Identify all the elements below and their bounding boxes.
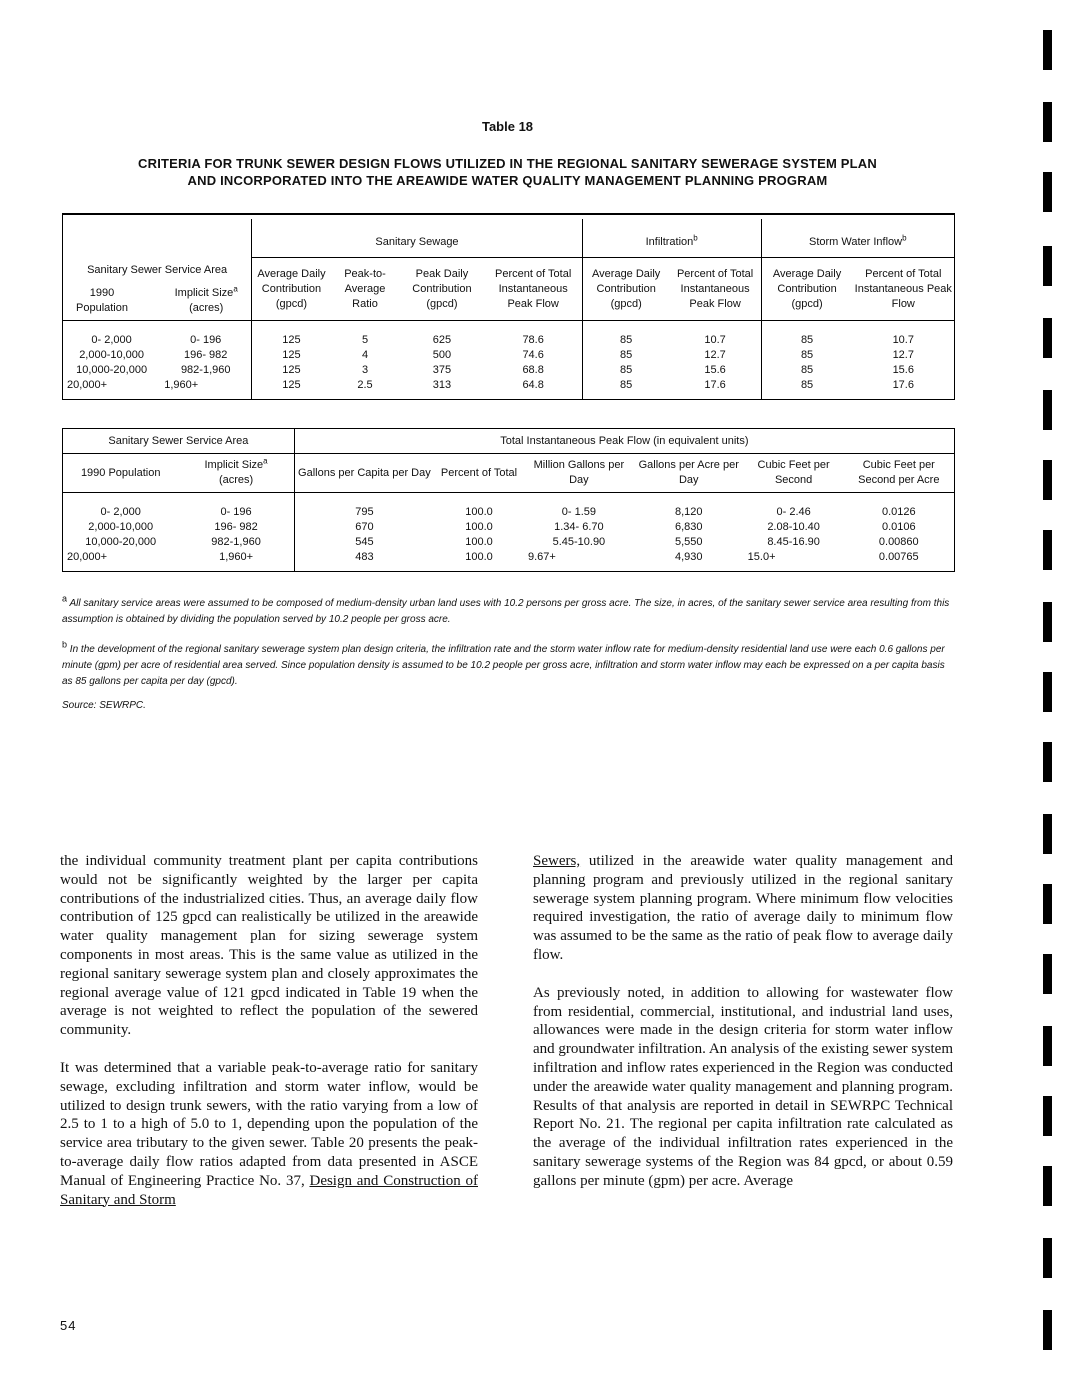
service-area-label: Sanitary Sewer Service Area — [87, 264, 228, 276]
table-row — [63, 363, 955, 378]
implicit-size-unit: (acres) — [189, 302, 224, 314]
sanitary-sewage-group: Sanitary Sewage — [252, 219, 583, 258]
footnote-a-marker: a — [233, 284, 238, 294]
cell: 68.8 — [522, 364, 544, 376]
page-number: 54 — [60, 1318, 77, 1333]
cell: 2,000-10,000 — [88, 521, 154, 533]
cell: 12.7 — [704, 349, 726, 361]
edge-mark — [1043, 742, 1052, 782]
paragraph — [60, 1059, 478, 1209]
population-header: 1990 Population — [63, 454, 179, 493]
table-row — [63, 321, 955, 349]
table-row — [63, 348, 955, 363]
cell: 0- 1.59 — [561, 506, 596, 518]
source-note: Source: SEWRPC. — [62, 700, 146, 711]
cell: 1.34- 6.70 — [554, 521, 604, 533]
cell: 0- 196 — [190, 334, 222, 346]
footnote-b — [62, 639, 955, 690]
cell: 15.6 — [892, 364, 914, 376]
cell: 2.5 — [357, 379, 373, 391]
table-title-line: CRITERIA FOR TRUNK SEWER DESIGN FLOWS UTILIZED IN THE REGIONAL SANITARY SEWERAGE SYSTEM PLAN — [138, 156, 877, 171]
cell: 125 — [252, 348, 331, 363]
implicit-size-label: Implicit Size — [174, 287, 234, 299]
edge-mark — [1043, 172, 1052, 212]
edge-mark — [1043, 390, 1052, 430]
cell: 3 — [361, 364, 369, 376]
table-row — [63, 550, 955, 572]
cell: 85 — [582, 348, 669, 363]
cell: 2.08-10.40 — [767, 521, 820, 533]
cell: 85 — [582, 321, 669, 349]
cell: 795 — [294, 493, 434, 521]
cell: 1,960+ — [219, 551, 254, 563]
paragraph — [533, 852, 953, 965]
cell: 74.6 — [522, 349, 544, 361]
col-percent-total: Percent of Total Instantaneous Peak Flow — [485, 258, 583, 321]
cell: 85 — [582, 378, 669, 400]
cell: 5 — [361, 334, 369, 346]
cell: 10.7 — [704, 334, 726, 346]
footnote-b-marker: b — [62, 639, 68, 650]
col-gallons-acre: Gallons per Acre per Day — [634, 454, 744, 493]
col-storm-avg-daily: Average Daily Contribution (gpcd) — [761, 258, 852, 321]
storm-inflow-group-label: Storm Water Inflow — [809, 235, 903, 248]
cell: 375 — [432, 364, 452, 376]
edge-mark — [1043, 1026, 1052, 1066]
cell: 12.7 — [892, 349, 914, 361]
cell: 625 — [432, 334, 452, 346]
edge-mark — [1043, 672, 1052, 712]
population-header: 1990 Population — [76, 287, 128, 314]
col-inf-avg-daily: Average Daily Contribution (gpcd) — [582, 258, 669, 321]
cell: 982-1,960 — [211, 536, 261, 548]
cell: 670 — [294, 520, 434, 535]
table-row — [63, 535, 955, 550]
cell: 17.6 — [704, 379, 726, 391]
cell: 125 — [252, 363, 331, 378]
edge-mark — [1043, 1310, 1052, 1350]
cell: 125 — [252, 378, 331, 400]
cell: 10,000-20,000 — [85, 536, 157, 548]
cell: 483 — [294, 550, 434, 572]
cell: 8,120 — [674, 506, 703, 518]
cell: 1,960+ — [164, 379, 199, 391]
cell: 85 — [761, 378, 852, 400]
cell: 100.0 — [465, 506, 493, 518]
table-row — [63, 520, 955, 535]
paragraph: the individual community treatment plant per capita contributions would not be significantly weighted by the larger per capita contributions of the industrialized cities. Thus, an average daily flow contribution of 125 gpcd can realistically be utilized in the areawide water quality management plan for sizing sewerage system components in most areas. This is the same value as utilized in the regional sanitary sewerage system plan and closely approximates the regional average value of 121 gpcd indicated in Table 19 when the average is not weighted to reflect the population of the sewered community. — [60, 853, 478, 1039]
implicit-size-header — [178, 454, 294, 493]
paragraph-text: utilized in the areawide water quality management and planning program and previously utilized in the regional sanitary sewerage system planning program. Where minimum flow velocities required investigation, the ratio of average daily to minimum flow was assumed to be the same as the ratio of peak flow to average daily flow. — [533, 853, 953, 963]
edge-mark — [1043, 318, 1052, 358]
cell: 0- 2,000 — [91, 334, 132, 346]
col-avg-daily: Average Daily Contribution (gpcd) — [252, 258, 331, 321]
total-peak-flow-group: Total Instantaneous Peak Flow (in equivalent units) — [294, 429, 954, 454]
cell: 9.67+ — [527, 551, 556, 563]
cell: 545 — [294, 535, 434, 550]
col-cubic-feet: Cubic Feet per Second — [744, 454, 844, 493]
table-row — [63, 378, 955, 400]
cell: 78.6 — [522, 334, 544, 346]
cell: 100.0 — [465, 521, 493, 533]
edge-mark — [1043, 1238, 1052, 1278]
cell: 0- 2.46 — [776, 506, 811, 518]
edge-mark — [1043, 102, 1052, 142]
footnote-a — [62, 593, 955, 628]
cell: 4,930 — [674, 551, 703, 563]
col-million-gallons: Million Gallons per Day — [524, 454, 634, 493]
edge-mark — [1043, 1166, 1052, 1206]
service-area-header: Sanitary Sewer Service Area — [63, 429, 295, 454]
cell: 85 — [582, 363, 669, 378]
footnote-b-marker: b — [693, 232, 698, 242]
table-title-line: AND INCORPORATED INTO THE AREAWIDE WATER QUALITY MANAGEMENT PLANNING PROGRAM — [187, 173, 828, 188]
cell: 0- 196 — [220, 506, 252, 518]
infiltration-group-label: Infiltration — [645, 235, 694, 248]
cell: 313 — [432, 379, 452, 391]
cell: 64.8 — [522, 379, 544, 391]
service-area-header — [63, 219, 252, 321]
edge-mark — [1043, 246, 1052, 286]
col-percent-total: Percent of Total — [434, 454, 524, 493]
paragraph-text: It was determined that a variable peak-to-average ratio for sanitary sewage, excluding infiltration and storm water inflow, would be utilized to design trunk sewers, with the ratio varying from a low of 2.5 to 1 to a high of 5.0 to 1, depending upon the population of the service area tributary to the given sewer. Table 20 presents the peak-to-average daily flow ratios adapted from data presented in ASCE Manual of Engineering Practice No. 37, — [60, 1059, 478, 1189]
cell: 0.0126 — [881, 506, 916, 518]
footnote-b-marker: b — [902, 232, 907, 242]
cell: 196- 982 — [183, 349, 228, 361]
cell: 5.45-10.90 — [552, 536, 606, 548]
cell: 20,000+ — [67, 551, 108, 563]
col-storm-percent: Percent of Total Instantaneous Peak Flow — [853, 258, 955, 321]
cell: 20,000+ — [67, 379, 108, 391]
cell: 2,000-10,000 — [79, 349, 145, 361]
table-title — [60, 155, 955, 189]
cell: 500 — [432, 349, 452, 361]
cell: 0.00860 — [878, 536, 919, 548]
cell: 0.0106 — [881, 521, 916, 533]
edge-mark — [1043, 460, 1052, 500]
cell: 85 — [761, 348, 852, 363]
col-gallons-capita: Gallons per Capita per Day — [294, 454, 434, 493]
cell: 100.0 — [465, 551, 493, 563]
storm-inflow-group — [761, 219, 954, 258]
cell: 100.0 — [465, 536, 493, 548]
cell: 17.6 — [892, 379, 914, 391]
cell: 10.7 — [892, 334, 914, 346]
table-label: Table 18 — [481, 119, 534, 134]
body-column-right — [533, 852, 953, 1210]
cell: 15.6 — [704, 364, 726, 376]
cell: 4 — [361, 349, 369, 361]
col-inf-percent: Percent of Total Instantaneous Peak Flow — [670, 258, 761, 321]
cited-title: Sewers, — [533, 853, 581, 869]
col-cubic-feet-acre: Cubic Feet per Second per Acre — [844, 454, 955, 493]
footnote-a-marker: a — [62, 593, 68, 604]
cell: 15.0+ — [747, 551, 776, 563]
paragraph: As previously noted, in addition to allowing for wastewater flow from residential, commercial, institutional, and industrial land uses, allowances were made in the design criteria for storm water inflow and groundwater infiltration. An analysis of the existing sewer system infiltration and inflow rates experienced in the Region was conducted under the areawide water quality management and planning program. Results of that analysis are reported in detail in SEWRPC Technical Report No. 21. The regional per capita infiltration rate calculated as the average of the individual infiltration rates experienced in the sanitary sewerage systems of the Region was 84 gpcd, or about 0.59 gallons per minute (gpm) per acre. Average — [533, 984, 953, 1189]
implicit-size-label: Implicit Size — [204, 459, 264, 471]
edge-mark — [1043, 530, 1052, 570]
edge-mark — [1043, 602, 1052, 642]
design-criteria-table — [62, 213, 955, 400]
edge-mark — [1043, 884, 1052, 924]
cell: 0- 2,000 — [100, 506, 141, 518]
cell: 125 — [252, 321, 331, 349]
edge-mark — [1043, 1096, 1052, 1136]
cell: 6,830 — [674, 521, 703, 533]
cell: 0.00765 — [878, 551, 919, 563]
edge-mark — [1043, 30, 1052, 70]
footnote-a-marker: a — [263, 456, 268, 466]
col-peak-ratio: Peak-to- Average Ratio — [331, 258, 400, 321]
footnote-b-text: In the development of the regional sanitary sewerage system plan design criteria, the infiltration rate and the storm water inflow rate for medium-density residential land use were each 0.6 gallons per minute (gpm) per acre of residential area served. Since population density is assumed to be 10.2 people per gross acre, infiltration and storm water inflow may each be expressed on a per capita basis as 85 gallons per capita per day (gpcd). — [62, 644, 945, 687]
edge-mark — [1043, 814, 1052, 854]
cell: 85 — [761, 363, 852, 378]
footnote-a-text: All sanitary service areas were assumed to be composed of medium-density urban land uses with 10.2 persons per gross acre. The size, in acres, of the sanitary sewer service area resulting from this assumption is obtained by dividing the population served by 10.2 people per gross acre. — [62, 598, 950, 625]
implicit-size-unit: (acres) — [218, 474, 254, 486]
infiltration-group — [582, 219, 761, 258]
cell: 8.45-16.90 — [767, 536, 820, 548]
peak-flow-units-table — [62, 428, 955, 572]
implicit-size-header — [165, 286, 247, 316]
col-peak-daily: Peak Daily Contribution (gpcd) — [399, 258, 484, 321]
body-column-left — [60, 852, 478, 1228]
cell: 196- 982 — [214, 521, 258, 533]
cell: 85 — [761, 321, 852, 349]
cell: 10,000-20,000 — [76, 364, 148, 376]
cell: 5,550 — [674, 536, 703, 548]
table-row — [63, 493, 955, 521]
edge-mark — [1043, 954, 1052, 994]
cited-title: Design and Construction of Sanitary and Storm — [60, 1172, 478, 1208]
cell: 982-1,960 — [180, 364, 231, 376]
